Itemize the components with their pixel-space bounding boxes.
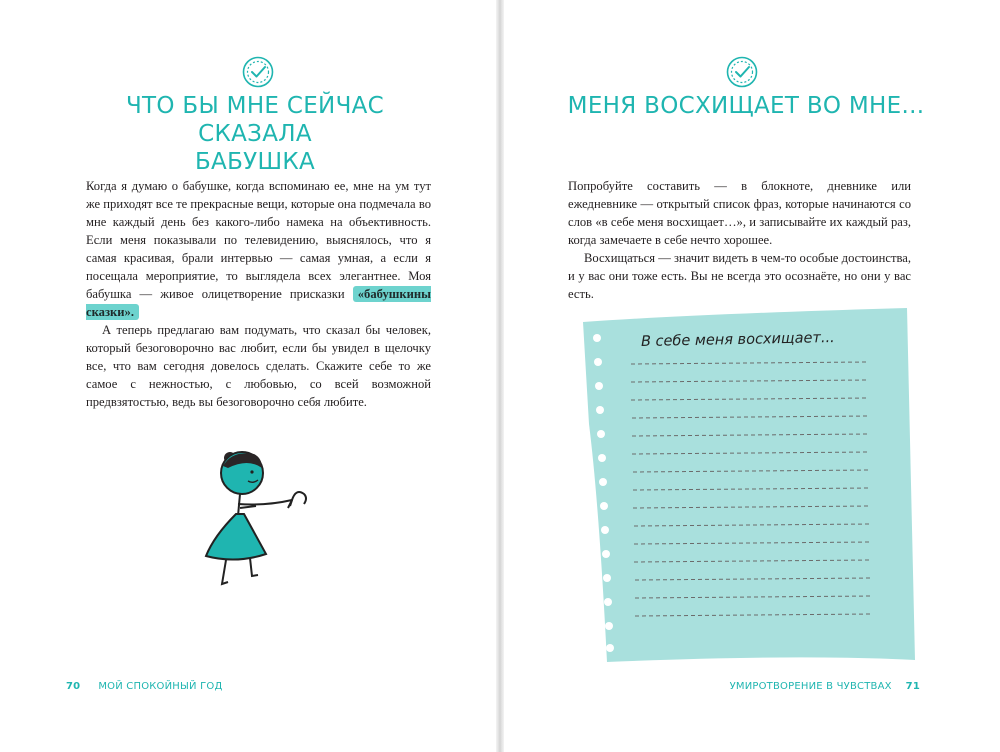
body-text: [568, 177, 911, 303]
paragraph: Попробуйте составить — в блокноте, дневнике или ежедневнике — открытый список фраз, которые начинаются со слов «в себе меня восхищает…», и записывайте их каждый раз, когда замечаете в себе нечто хорошее.: [568, 179, 911, 247]
paragraph: Когда я думаю о бабушке, когда вспоминаю ее, мне на ум тут же приходят все те прекрасные вещи, которые она подмечала во мне каждый день без какого-либо намека на объективность. Если меня показывали по телевидению, выяснялось, что я самая красивая, брали интервью — самая умная, а если я посещала мероприятие, то выглядела всех элегантнее. Моя бабушка — живое олицетворение присказки «бабушкины сказки».: [86, 179, 431, 319]
grandmother-with-cane-illustration: [196, 448, 312, 590]
body-text: [86, 177, 431, 411]
page-number: 70: [66, 681, 81, 692]
highlighted-phrase: «бабушкины сказки».: [86, 287, 431, 319]
left-page: [0, 0, 499, 752]
paragraph: Восхищаться — значит видеть в чем-то особые достоинства, и у вас они тоже есть. Вы не всегда это осознаёте, но они у вас есть.: [568, 251, 911, 301]
running-title: УМИРОТВОРЕНИЕ В ЧУВСТВАХ: [729, 681, 892, 692]
running-title: МОЙ СПОКОЙНЫЙ ГОД: [98, 681, 223, 692]
page-footer: [730, 681, 920, 692]
paragraph: А теперь предлагаю вам подумать, что сказал бы человек, который безоговорочно вас любит, если бы увидел в щелочку все, что вам сегодня довелось сделать. Скажите себе то же самое с нежностью, с любовью, со всей возможной предвзятостью, ведь вы безоговорочно себя любите.: [86, 323, 431, 409]
page-title: МЕНЯ ВОСХИЩАЕТ ВО МНЕ...: [567, 93, 925, 119]
notebook-page-illustration: [577, 304, 917, 666]
page-title: ЧТО БЫ МНЕ СЕЙЧАС СКАЗАЛА БАБУШКА: [125, 93, 385, 175]
page-number: 71: [905, 681, 920, 692]
check-badge-icon: [725, 55, 759, 89]
right-page: [501, 0, 1000, 752]
check-badge-icon: [241, 55, 275, 89]
page-footer: [66, 681, 223, 692]
note-heading: В себе меня восхищает...: [640, 329, 835, 351]
